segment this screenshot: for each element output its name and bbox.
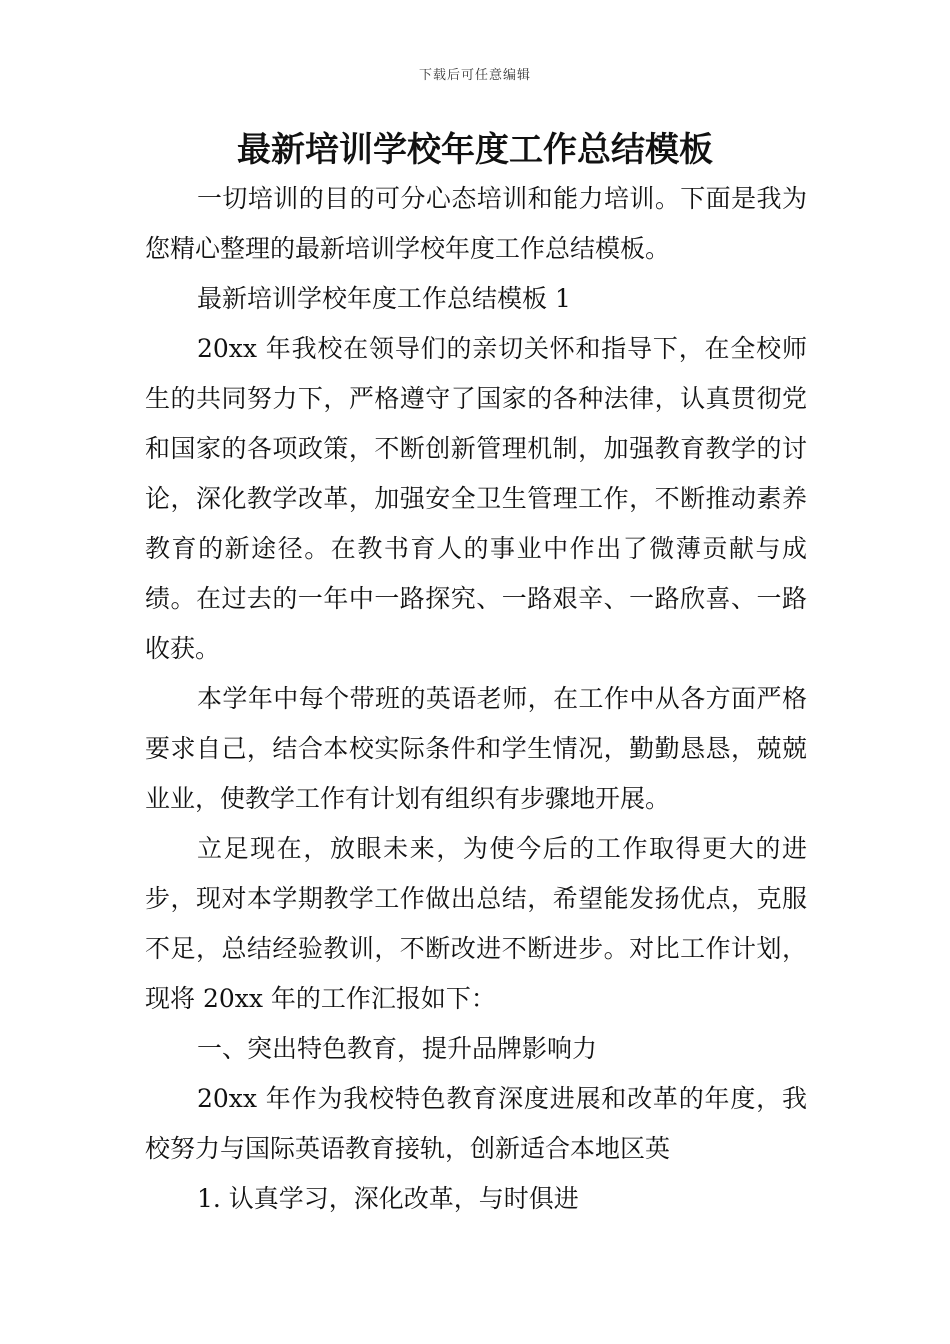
document-title: 最新培训学校年度工作总结模板 bbox=[237, 130, 713, 170]
paragraph-intro: 一切培训的目的可分心态培训和能力培训。下面是我为您精心整理的最新培训学校年度工作总结模板。 bbox=[145, 184, 807, 263]
document-body bbox=[145, 174, 807, 1224]
paragraph-subtitle: 最新培训学校年度工作总结模板 1 bbox=[197, 284, 571, 313]
paragraph-overview: 20xx 年我校在领导们的亲切关怀和指导下，在全校师生的共同努力下，严格遵守了国家的各种法律，认真贯彻党和国家的各项政策，不断创新管理机制，加强教育教学的讨论，深化教学改革，加强安全卫生管理工作，不断推动素养教育的新途径。在教书育人的事业中作出了微薄贡献与成绩。在过去的一年中一路探究、一路艰辛、一路欣喜、一路收获。 bbox=[145, 334, 807, 663]
paragraph-teachers: 本学年中每个带班的英语老师，在工作中从各方面严格要求自己，结合本校实际条件和学生情况，勤勤恳恳，兢兢业业，使教学工作有计划有组织有步骤地开展。 bbox=[145, 684, 807, 813]
section-heading-1: 一、突出特色教育，提升品牌影响力 bbox=[197, 1034, 598, 1063]
header-note: 下载后可任意编辑 bbox=[418, 68, 531, 83]
subsection-heading-1: 1. 认真学习，深化改革，与时俱进 bbox=[197, 1184, 579, 1213]
paragraph-section-1: 20xx 年作为我校特色教育深度进展和改革的年度，我校努力与国际英语教育接轨，创新适合本地区英 bbox=[145, 1084, 807, 1163]
paragraph-summary-intro: 立足现在，放眼未来，为使今后的工作取得更大的进步，现对本学期教学工作做出总结，希望能发扬优点，克服不足，总结经验教训，不断改进不断进步。对比工作计划，现将 20xx 年的工作汇报如下： bbox=[145, 834, 807, 1013]
